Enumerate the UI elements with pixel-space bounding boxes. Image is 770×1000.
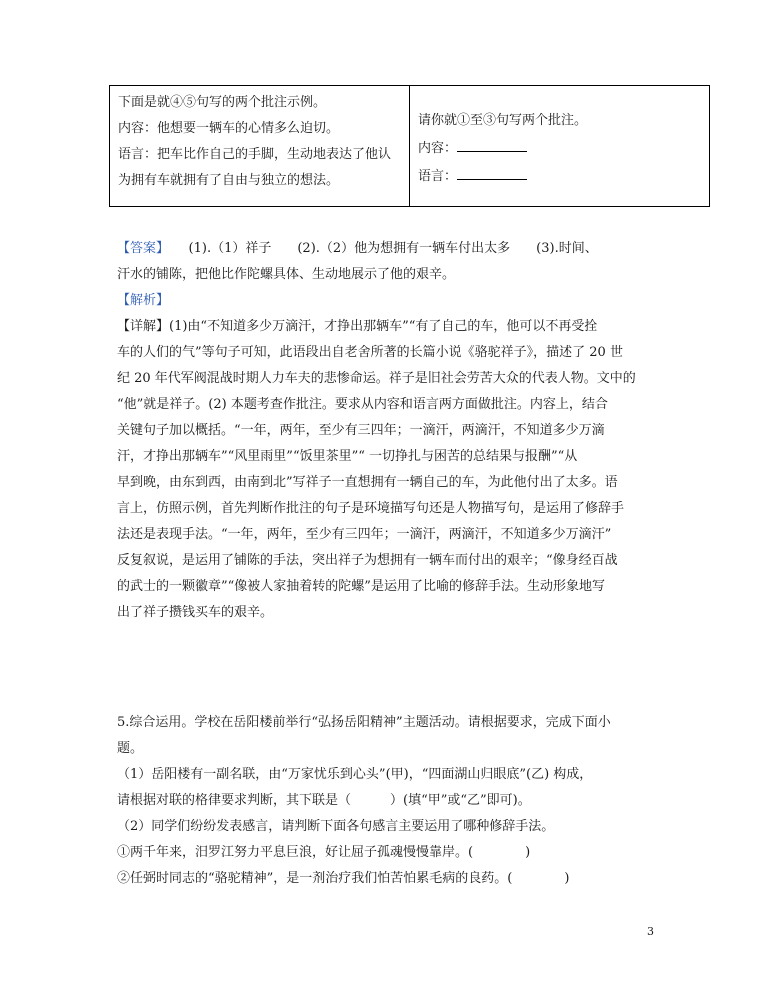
detail-line-5: 关键句子加以概括。“一年，两年，至少有三四年；一滴汗，两滴汗，不知道多少万滴 [117,423,605,438]
answer-label: 【答案】 [117,241,163,256]
detail-line-10: 反复叙说，是运用了铺陈的手法，突出祥子为想拥有一辆车而付出的艰辛；“像身经百战 [117,553,618,568]
detail-text-1: (1)由“不知道多少万滴汗，才挣出那辆车”“有了自己的车，他可以不再受拴 [169,319,598,334]
answer-line-2: 汗水的铺陈，把他比作陀螺具体、生动地展示了他的艰辛。 [117,267,456,282]
annotation-table [109,85,710,207]
example-cell [110,86,410,206]
detail-line-7: 早到晚，由东到西，由南到北”写祥子一直想拥有一辆自己的车，为此他付出了太多。语 [117,475,618,490]
language-blank-row [418,163,709,191]
detail-line-8: 言上，仿照示例，首先判断作批注的句子是环境描写句还是人物描写句，是运用了修辞手 [117,501,625,516]
answer-text-1: (1).（1）祥子 (2).（2）他为想拥有一辆车付出太多 (3).时间、 [188,241,598,256]
answer-line-1 [117,236,662,262]
example-line-3: 语言：把车比作自己的手脚，生动地表达了他认 [118,147,392,162]
q5-line-1: 5.综合运用。学校在岳阳楼前举行“弘扬岳阳精神”主题活动。请根据要求，完成下面小 [117,715,611,730]
q5-line-7: ②任弼时同志的“骆驼精神”，是一剂治疗我们怕苦怕累毛病的良药。( ) [117,871,570,886]
detail-line-6: 汗，才挣出那辆车”“风里雨里”“饭里茶里”“ 一切挣扎与困苦的总结果与报酬”“从 [117,449,578,464]
detail-line-4: “他”就是祥子。(2) 本题考查作批注。要求从内容和语言两方面做批注。内容上，结合 [117,397,608,412]
q5-line-3: （1）岳阳楼有一副名联，由“万家忧乐到心头”(甲)，“四面湖山归眼底”(乙) 构成， [117,767,593,782]
content-blank[interactable] [457,139,527,152]
task-intro: 请你就①至③句写两个批注。 [418,113,588,128]
content-blank-row [418,135,709,163]
analysis-label: 【解析】 [117,293,170,308]
detail-line-1 [117,314,662,340]
task-cell [410,86,709,206]
answer-block [117,236,662,626]
detail-line-9: 法还是表现手法。“一年，两年，至少有三四年；一滴汗，两滴汗，不知道多少万滴汗” [117,527,612,542]
language-blank[interactable] [457,167,527,180]
example-line-2: 内容：他想要一辆车的心情多么迫切。 [118,121,340,136]
detail-line-11: 的武士的一颗徽章”“像被人家抽着转的陀螺”是运用了比喻的修辞手法。生动形象地写 [117,579,605,594]
language-label: 语言： [418,169,458,184]
detail-line-12: 出了祥子攒钱买车的艰辛。 [117,605,274,620]
detail-line-3: 纪 20 年代军阀混战时期人力车夫的悲惨命运。祥子是旧社会劳苦大众的代表人物。文中的 [117,371,636,386]
page-number: 3 [647,925,654,938]
q5-line-5: （2）同学们纷纷发表感言，请判断下面各句感言主要运用了哪种修辞手法。 [117,819,555,834]
q5-line-2: 题。 [117,741,144,756]
q5-line-4: 请根据对联的格律要求判断，其下联是（ ）(填“甲”或“乙”即可)。 [117,793,531,808]
q5-line-6: ①两千年来，汨罗江努力平息巨浪，好让屈子孤魂慢慢靠岸。( ) [117,845,531,860]
content-label: 内容： [418,141,458,156]
example-line-4: 为拥有车就拥有了自由与独立的想法。 [118,173,340,188]
detail-label: 【详解】 [117,319,170,334]
detail-line-2: 车的人们的气”等句子可知，此语段出自老舍所著的长篇小说《骆驼祥子》，描述了 20 世 [117,345,623,360]
example-line-1: 下面是就④⑤句写的两个批注示例。 [118,95,327,110]
question-5-block [117,710,662,892]
